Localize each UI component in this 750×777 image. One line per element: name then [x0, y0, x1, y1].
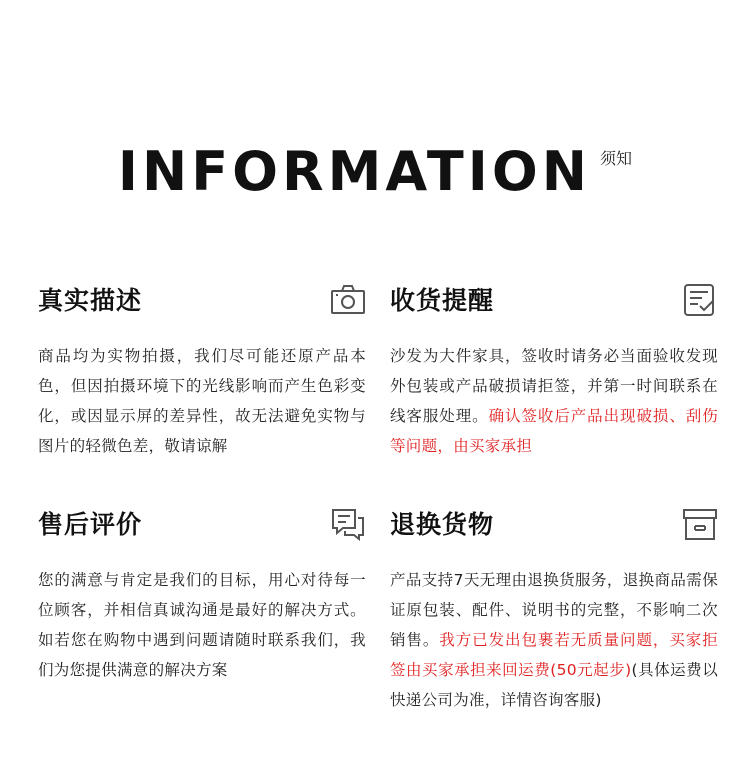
card-warning-text: 我方已发出包裹若无质量问题，买家拒签由买家承担来回运费(50元起步) [390, 631, 718, 679]
card-body [38, 341, 366, 461]
page-header [0, 140, 750, 204]
card-title: 退换货物 [390, 510, 495, 539]
card-note-text: (具体运费以快递公司为准，详情咨询客服) [390, 661, 718, 709]
card-text: 商品均为实物拍摄，我们尽可能还原产品本色，但因拍摄环境下的光线影响而产生色彩变化，或因显示屏的差异性，故无法避免实物与图片的轻微色差，敬请谅解 [38, 347, 366, 455]
card-body [390, 341, 718, 461]
camera-icon [330, 283, 366, 317]
card-title: 售后评价 [38, 510, 143, 539]
card-delivery-reminder [390, 281, 718, 461]
card-header [390, 505, 718, 545]
card-body [390, 565, 718, 715]
card-after-sales [38, 505, 366, 685]
card-text: 产品支持7天无理由退换货服务，退换商品需保证原包装、配件、说明书的完整，不影响二次销售。 [390, 571, 718, 649]
box-icon [682, 507, 718, 541]
card-header [38, 281, 366, 321]
card-text: 沙发为大件家具，签收时请务必当面验收发现外包装或产品破损请拒签，并第一时间联系在线客服处理。 [390, 347, 718, 425]
card-returns [390, 505, 718, 715]
card-header [38, 505, 366, 545]
page-subtitle: 须知 [600, 149, 633, 168]
card-header [390, 281, 718, 321]
card-warning-text: 确认签收后产品出现破损、刮伤等问题，由买家承担 [390, 407, 718, 455]
card-title: 收货提醒 [390, 286, 495, 315]
chat-icon [330, 507, 366, 541]
page-title: INFORMATION [117, 140, 591, 203]
card-title: 真实描述 [38, 286, 143, 315]
card-real-description [38, 281, 366, 461]
checklist-icon [682, 283, 718, 317]
card-body [38, 565, 366, 685]
card-text: 您的满意与肯定是我们的目标，用心对待每一位顾客，并相信真诚沟通是最好的解决方式。如若您在购物中遇到问题请随时联系我们，我们为您提供满意的解决方案 [38, 571, 366, 679]
